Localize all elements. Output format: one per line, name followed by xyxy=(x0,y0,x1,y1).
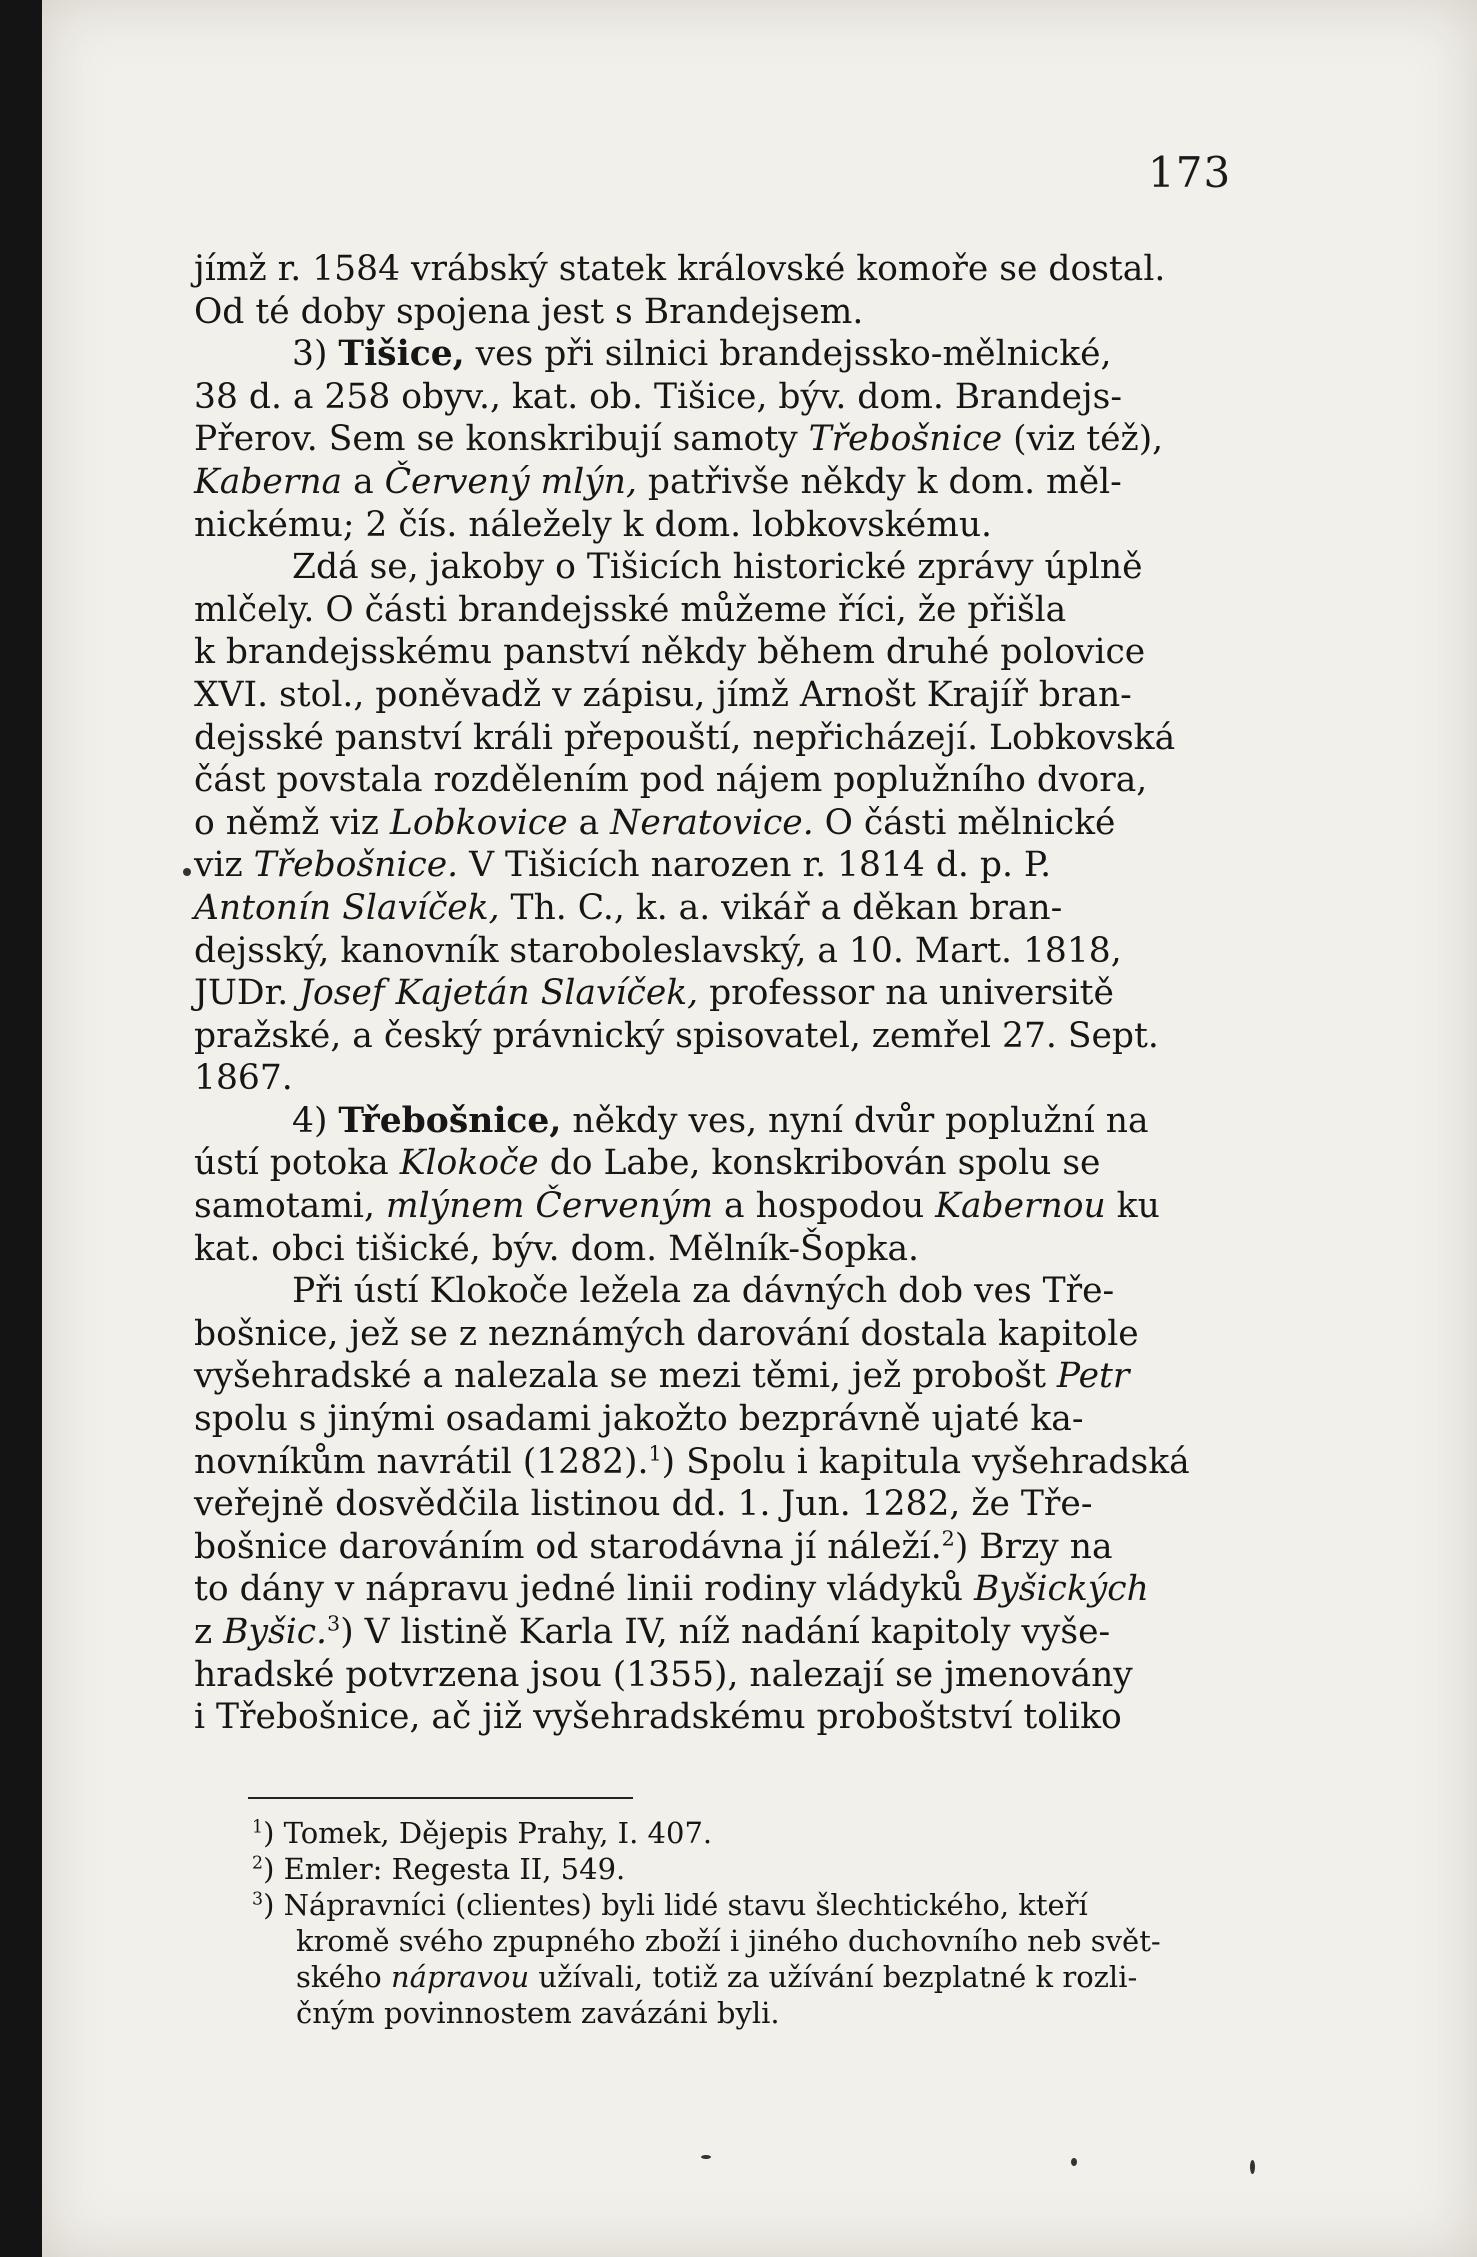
footnote-marker: 3 xyxy=(252,1889,264,1910)
text-line xyxy=(194,1142,1222,1185)
paragraph xyxy=(194,248,1222,333)
text-run: Třebošnice, xyxy=(338,1100,562,1141)
text-run: O části mělnické xyxy=(813,802,1116,843)
print-speck xyxy=(1250,2160,1255,2174)
text-run: viz xyxy=(194,845,254,886)
text-line xyxy=(194,589,1222,632)
paragraph xyxy=(194,1100,1222,1270)
text-line xyxy=(194,844,1222,887)
text-run: veřejně dosvědčila listinou dd. 1. Jun. 1282, že Tře- xyxy=(194,1484,1093,1525)
text-run: Antonín Slavíček, xyxy=(194,887,500,928)
text-run: jímž r. 1584 vrábský statek královské komoře se dostal. xyxy=(194,249,1166,289)
text-run: nickému; 2 čís. náležely k dom. lobkovskému. xyxy=(194,504,993,545)
main-text xyxy=(194,248,1222,1739)
footnote-line xyxy=(252,1923,1232,1959)
text-run: bošnice darováním od starodávna jí náleží. xyxy=(194,1526,942,1567)
text-run: ) Nápravníci (clientes) byli lidé stavu šlechtického, kteří xyxy=(263,1888,1088,1922)
footnote-line xyxy=(252,1815,1232,1851)
paragraph xyxy=(194,333,1222,546)
text-run: dejsské panství králi přepouští, nepřicházejí. Lobkovská xyxy=(194,717,1176,758)
footnote-line xyxy=(252,1887,1232,1923)
text-run: ves při silnici brandejssko-mělnické, xyxy=(464,334,1112,375)
text-run: a xyxy=(342,461,385,502)
text-run: Přerov. Sem se konskribují samoty xyxy=(194,419,809,460)
text-run: Třebošnice xyxy=(808,419,1003,460)
text-line xyxy=(194,802,1222,845)
text-run: Při ústí Klokoče ležela za dávných dob ves Tře- xyxy=(292,1271,1115,1312)
text-line xyxy=(194,1654,1222,1697)
text-run: nápravou xyxy=(390,1960,530,1994)
text-line xyxy=(194,1313,1222,1356)
text-run: Třebošnice. xyxy=(253,845,459,886)
text-run: ) Spolu i kapitula vyšehradská xyxy=(661,1441,1190,1482)
text-line xyxy=(194,1057,1222,1100)
text-run: professor na universitě xyxy=(698,973,1114,1014)
page-number: 173 xyxy=(1148,148,1232,197)
text-run: Kaberna xyxy=(194,461,343,502)
text-run: Lobkovice xyxy=(389,802,568,843)
text-run: část povstala rozdělením pod nájem poplužního dvora, xyxy=(194,760,1148,801)
text-run: novníkům navrátil (1282). xyxy=(194,1441,649,1482)
text-line xyxy=(194,248,1222,291)
text-line xyxy=(194,1270,1222,1313)
footnote xyxy=(252,1887,1232,2031)
text-run: Od té doby spojena jest s Brandejsem. xyxy=(194,291,864,332)
text-line xyxy=(194,1526,1222,1569)
text-line xyxy=(194,1228,1222,1271)
text-run: o němž viz xyxy=(194,802,390,843)
text-run: Tišice, xyxy=(338,334,465,375)
text-run: dejsský, kanovník staroboleslavský, a 10. Mart. 1818, xyxy=(194,930,1122,971)
text-run: (viz též), xyxy=(1002,419,1164,460)
text-run: 4) xyxy=(292,1100,339,1141)
print-speck xyxy=(183,868,191,876)
text-run: to dány v nápravu jedné linii rodiny vládyků xyxy=(194,1569,974,1610)
text-line xyxy=(194,717,1222,760)
text-run: 3) xyxy=(292,334,339,375)
text-line xyxy=(194,1398,1222,1441)
text-run: i Třebošnice, ač již vyšehradskému proboštství toliko xyxy=(194,1697,1122,1738)
text-run: bošnice, jež se z neznámých darování dostala kapitole xyxy=(194,1313,1139,1354)
text-run: užívali, totiž za užívání bezplatné k rozli- xyxy=(529,1960,1138,1994)
text-run: ského xyxy=(296,1960,391,1994)
text-run: spolu s jinými osadami jakožto bezprávně ujaté ka- xyxy=(194,1399,1084,1440)
footnotes xyxy=(252,1815,1232,2031)
footnote-marker: 1 xyxy=(252,1817,264,1838)
text-line xyxy=(194,418,1222,461)
text-line xyxy=(194,1015,1222,1058)
text-run: mlýnem Červeným xyxy=(385,1186,714,1227)
print-speck xyxy=(1071,2158,1077,2166)
text-run: Byšic. xyxy=(223,1612,328,1652)
text-line xyxy=(194,631,1222,674)
text-line xyxy=(194,291,1222,334)
text-line xyxy=(194,333,1222,376)
text-line xyxy=(194,674,1222,717)
footnote-marker: 3 xyxy=(327,1611,341,1636)
footnote-line xyxy=(252,1995,1232,2031)
text-run: z xyxy=(194,1612,224,1652)
text-line xyxy=(194,1611,1222,1654)
text-line xyxy=(194,504,1222,547)
text-run: Kabernou xyxy=(935,1186,1106,1227)
text-run: vyšehradské a nalezala se mezi těmi, jež probošt xyxy=(194,1356,1057,1397)
text-run: Klokoče xyxy=(399,1143,539,1184)
text-line xyxy=(194,887,1222,930)
text-line xyxy=(194,546,1222,589)
text-run: kromě svého zpupného zboží i jiného duchovního neb svět- xyxy=(296,1924,1161,1958)
text-run: mlčely. O části brandejsské můžeme říci, že přišla xyxy=(194,589,1067,630)
text-run: kat. obci tišické, býv. dom. Mělník-Šopka. xyxy=(194,1228,919,1269)
text-line xyxy=(194,930,1222,973)
text-run: čným povinnostem zavázáni byli. xyxy=(296,1996,780,2030)
text-run: ) Emler: Regesta II, 549. xyxy=(263,1852,626,1886)
text-run: samotami, xyxy=(194,1186,386,1227)
text-run: Th. C., k. a. vikář a děkan bran- xyxy=(499,887,1063,928)
text-line xyxy=(194,461,1222,504)
footnote-marker: 1 xyxy=(648,1441,662,1466)
text-run: Neratovice. xyxy=(610,802,814,843)
text-run: 38 d. a 258 obyv., kat. ob. Tišice, býv. dom. Brandejs- xyxy=(194,376,1122,417)
footnote-marker: 2 xyxy=(252,1853,264,1874)
text-line xyxy=(194,1100,1222,1143)
text-run: ku xyxy=(1105,1186,1160,1227)
text-line xyxy=(194,972,1222,1015)
text-run: ) V listině Karla IV, níž nadání kapitoly vyše- xyxy=(340,1612,1111,1652)
text-run: Josef Kajetán Slavíček, xyxy=(299,973,699,1014)
print-speck xyxy=(701,2155,711,2159)
text-run: ) Brzy na xyxy=(954,1526,1113,1567)
text-run: hradské potvrzena jsou (1355), nalezají se jmenovány xyxy=(194,1654,1133,1695)
text-line xyxy=(194,1355,1222,1398)
paragraph xyxy=(194,1270,1222,1739)
text-run: V Tišicích narozen r. 1814 d. p. P. xyxy=(458,845,1052,886)
footnote-rule xyxy=(248,1797,633,1799)
text-run: pražské, a český právnický spisovatel, zemřel 27. Sept. xyxy=(194,1015,1159,1056)
text-run: Červený mlýn, xyxy=(384,461,637,502)
text-run: XVI. stol., poněvadž v zápisu, jímž Arnošt Krajíř bran- xyxy=(194,674,1132,715)
text-run: Petr xyxy=(1056,1356,1130,1397)
text-line xyxy=(194,376,1222,419)
text-run: do Labe, konskribován spolu se xyxy=(538,1143,1101,1184)
footnote-line xyxy=(252,1851,1232,1887)
paragraph xyxy=(194,546,1222,1100)
text-run: k brandejsskému panství někdy během druhé polovice xyxy=(194,632,1146,673)
text-run: JUDr. xyxy=(194,973,300,1014)
footnote-line xyxy=(252,1959,1232,1995)
text-run: někdy ves, nyní dvůr poplužní na xyxy=(561,1100,1149,1141)
text-run: Byšických xyxy=(973,1569,1149,1610)
text-run: 1867. xyxy=(194,1058,293,1099)
text-line xyxy=(194,1696,1222,1739)
text-run: a hospodou xyxy=(713,1186,936,1227)
footnote xyxy=(252,1851,1232,1887)
text-line xyxy=(194,1483,1222,1526)
text-run: patřivše někdy k dom. měl- xyxy=(636,461,1122,502)
footnote xyxy=(252,1815,1232,1851)
text-run: Zdá se, jakoby o Tišicích historické zprávy úplně xyxy=(292,547,1143,588)
text-line xyxy=(194,1441,1222,1484)
text-line xyxy=(194,1185,1222,1228)
footnote-marker: 2 xyxy=(941,1526,955,1551)
text-run: ústí potoka xyxy=(194,1143,400,1184)
text-run: ) Tomek, Dějepis Prahy, I. 407. xyxy=(263,1816,713,1850)
text-line xyxy=(194,759,1222,802)
text-run: a xyxy=(567,802,611,843)
text-line xyxy=(194,1568,1222,1611)
